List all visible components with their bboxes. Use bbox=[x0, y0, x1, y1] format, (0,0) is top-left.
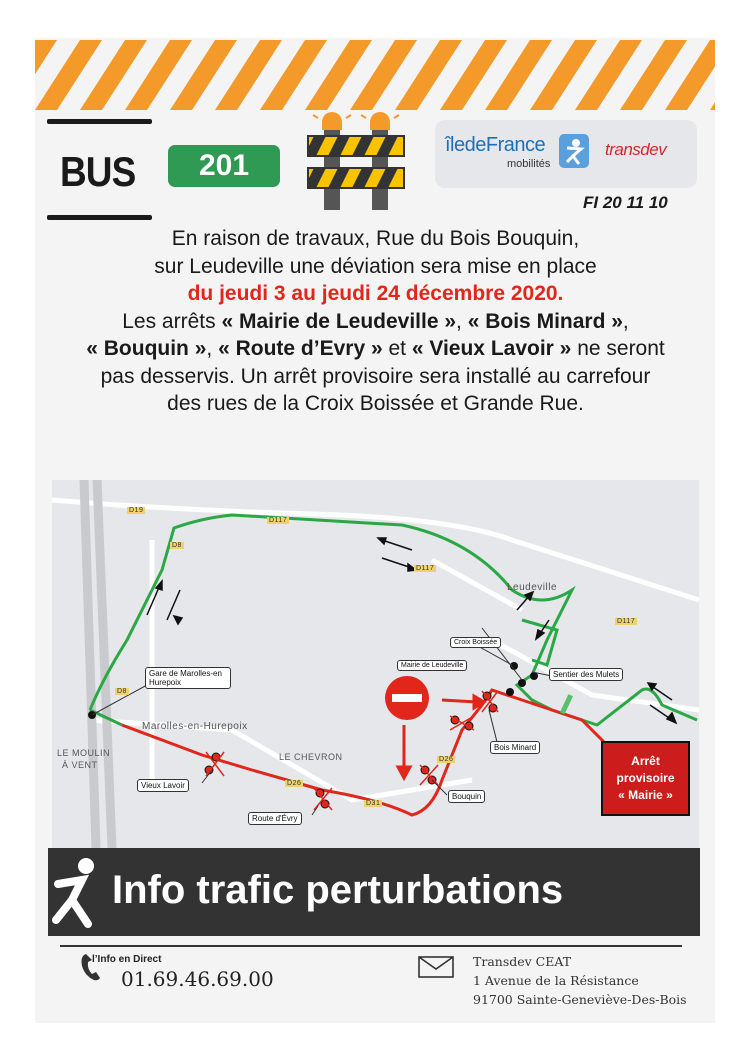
stop-label-croix: Croix Boissée bbox=[450, 637, 501, 648]
idf-mobilites-logo: îledeFrance bbox=[445, 134, 546, 156]
address-line: 1 Avenue de la Résistance bbox=[473, 973, 639, 988]
idf-pictogram-icon bbox=[559, 134, 589, 168]
phone-title: l’Info en Direct bbox=[92, 954, 162, 965]
stop-label-bois-minard: Bois Minard bbox=[490, 741, 540, 754]
road-label: D19 bbox=[129, 507, 144, 514]
stop-label-mairie: Mairie de Leudeville bbox=[397, 660, 467, 671]
road-label: D8 bbox=[172, 542, 182, 549]
disruption-notice bbox=[53, 225, 698, 418]
header-rule-top bbox=[47, 119, 152, 124]
footer-divider bbox=[60, 945, 682, 947]
mode-label: BUS bbox=[60, 148, 136, 195]
road-label: D117 bbox=[416, 565, 435, 572]
hazard-stripes bbox=[35, 40, 715, 110]
no-entry-icon bbox=[385, 676, 429, 720]
stop-label-gare: Gare de Marolles-en Hurepoix bbox=[145, 667, 231, 689]
place-moulin: LE MOULIN bbox=[57, 748, 111, 758]
road-label: D26 bbox=[439, 756, 454, 763]
stop-label-vieux-lavoir: Vieux Lavoir bbox=[137, 779, 189, 792]
reference-code: FI 20 11 10 bbox=[583, 193, 668, 212]
postal-address bbox=[473, 952, 687, 1009]
temp-stop-line: provisoire bbox=[616, 771, 675, 785]
line-number-badge: 201 bbox=[168, 145, 280, 187]
notice-line: En raison de travaux, Rue du Bois Bouquin, bbox=[171, 227, 580, 250]
place-marolles: Marolles-en-Hurepoix bbox=[142, 721, 248, 732]
road-label: D8 bbox=[117, 688, 127, 695]
header-rule-bottom bbox=[47, 215, 152, 220]
idf-mobilites-sub: mobilités bbox=[507, 158, 551, 170]
notice-line: sur Leudeville une déviation sera mise en place bbox=[154, 254, 597, 278]
road-label: D26 bbox=[287, 780, 302, 787]
phone-number[interactable]: 01.69.46.69.00 bbox=[121, 967, 274, 991]
notice-line: pas desservis. Un arrêt provisoire sera installé au carrefour bbox=[100, 364, 651, 388]
temporary-stop-box bbox=[601, 741, 690, 816]
notice-line: Les arrêts « Mairie de Leudeville », « Bois Minard », bbox=[122, 309, 629, 333]
roadworks-barrier-icon bbox=[300, 112, 410, 217]
stop-label-mulets: Sentier des Mulets bbox=[549, 668, 623, 681]
envelope-icon bbox=[418, 956, 454, 978]
stop-label-bouquin: Bouquin bbox=[448, 790, 485, 803]
address-line: Transdev CEAT bbox=[473, 954, 572, 969]
notice-line: des rues de la Croix Boissée et Grande Rue. bbox=[167, 392, 584, 415]
notice-line: « Bouquin », « Route d’Evry » et « Vieux Lavoir » ne seront bbox=[86, 337, 665, 360]
temp-stop-line: « Mairie » bbox=[618, 788, 673, 802]
notice-dates: du jeudi 3 au jeudi 24 décembre 2020. bbox=[187, 282, 564, 305]
transdev-logo: transdev bbox=[605, 140, 667, 159]
place-leudeville: Leudeville bbox=[507, 582, 558, 593]
banner-title: Info trafic perturbations bbox=[112, 868, 564, 912]
road-label: D117 bbox=[269, 517, 288, 524]
runner-icon bbox=[50, 854, 100, 932]
brand-logos bbox=[435, 120, 697, 188]
stop-label-route-evry: Route d'Évry bbox=[248, 812, 302, 825]
road-label: D117 bbox=[617, 618, 636, 625]
temp-stop-line: Arrêt bbox=[631, 754, 660, 768]
address-line: 91700 Sainte-Geneviève-Des-Bois bbox=[473, 992, 687, 1007]
place-moulin: À VENT bbox=[62, 760, 98, 770]
place-chevron: LE CHEVRON bbox=[279, 752, 343, 762]
road-label: D31 bbox=[366, 800, 381, 807]
